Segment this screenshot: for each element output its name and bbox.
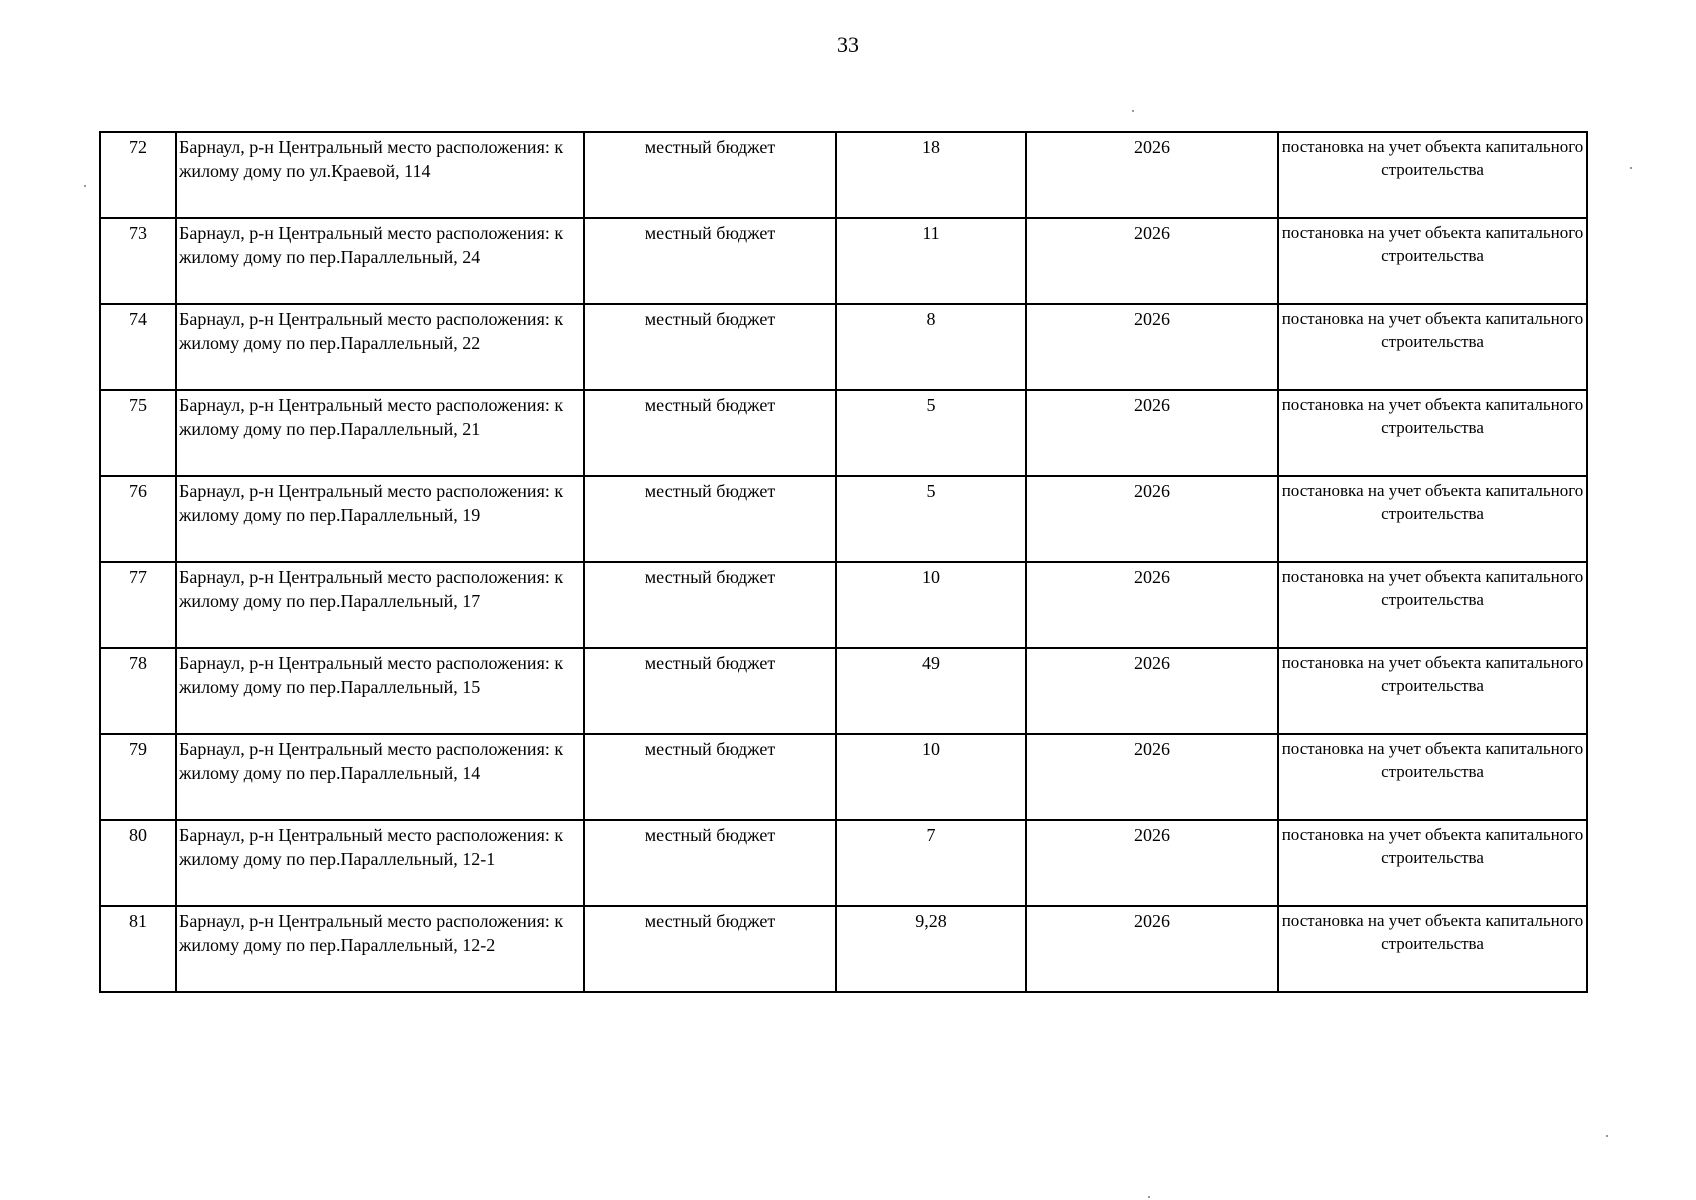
funding-source-cell: местный бюджет: [584, 906, 836, 992]
action-cell: постановка на учет объекта капитального строительства: [1278, 906, 1587, 992]
year-cell: 2026: [1026, 648, 1278, 734]
scan-speck: [84, 185, 86, 187]
scan-speck: [1630, 167, 1632, 169]
table-row: [100, 734, 1587, 820]
row-number-cell: 78: [100, 648, 176, 734]
address-cell: Барнаул, р-н Центральный место расположения: к жилому дому по пер.Параллельный, 17: [176, 562, 584, 648]
address-cell: Барнаул, р-н Центральный место расположения: к жилому дому по ул.Краевой, 114: [176, 132, 584, 218]
volume-cell: 11: [836, 218, 1026, 304]
row-number-cell: 79: [100, 734, 176, 820]
row-number-cell: 72: [100, 132, 176, 218]
funding-source-cell: местный бюджет: [584, 734, 836, 820]
action-cell: постановка на учет объекта капитального строительства: [1278, 734, 1587, 820]
address-cell: Барнаул, р-н Центральный место расположения: к жилому дому по пер.Параллельный, 14: [176, 734, 584, 820]
table-row: [100, 218, 1587, 304]
year-cell: 2026: [1026, 304, 1278, 390]
table-row: [100, 476, 1587, 562]
funding-source-cell: местный бюджет: [584, 132, 836, 218]
year-cell: 2026: [1026, 390, 1278, 476]
funding-source-cell: местный бюджет: [584, 648, 836, 734]
volume-cell: 10: [836, 562, 1026, 648]
funding-source-cell: местный бюджет: [584, 476, 836, 562]
table-row: [100, 562, 1587, 648]
year-cell: 2026: [1026, 562, 1278, 648]
registry-table: [99, 131, 1588, 993]
action-cell: постановка на учет объекта капитального строительства: [1278, 648, 1587, 734]
row-number-cell: 80: [100, 820, 176, 906]
year-cell: 2026: [1026, 476, 1278, 562]
address-cell: Барнаул, р-н Центральный место расположения: к жилому дому по пер.Параллельный, 19: [176, 476, 584, 562]
year-cell: 2026: [1026, 906, 1278, 992]
volume-cell: 49: [836, 648, 1026, 734]
scan-speck: [1148, 1196, 1150, 1198]
action-cell: постановка на учет объекта капитального строительства: [1278, 820, 1587, 906]
registry-table-body: [100, 132, 1587, 992]
action-cell: постановка на учет объекта капитального строительства: [1278, 476, 1587, 562]
volume-cell: 10: [836, 734, 1026, 820]
year-cell: 2026: [1026, 132, 1278, 218]
table-row: [100, 132, 1587, 218]
action-cell: постановка на учет объекта капитального строительства: [1278, 218, 1587, 304]
address-cell: Барнаул, р-н Центральный место расположения: к жилому дому по пер.Параллельный, 12-2: [176, 906, 584, 992]
page-number: 33: [837, 32, 859, 57]
table-row: [100, 390, 1587, 476]
volume-cell: 7: [836, 820, 1026, 906]
scan-speck: [1606, 1135, 1608, 1137]
funding-source-cell: местный бюджет: [584, 390, 836, 476]
address-cell: Барнаул, р-н Центральный место расположения: к жилому дому по пер.Параллельный, 22: [176, 304, 584, 390]
action-cell: постановка на учет объекта капитального строительства: [1278, 390, 1587, 476]
volume-cell: 8: [836, 304, 1026, 390]
volume-cell: 18: [836, 132, 1026, 218]
row-number-cell: 81: [100, 906, 176, 992]
table-row: [100, 820, 1587, 906]
volume-cell: 9,28: [836, 906, 1026, 992]
row-number-cell: 76: [100, 476, 176, 562]
address-cell: Барнаул, р-н Центральный место расположения: к жилому дому по пер.Параллельный, 21: [176, 390, 584, 476]
volume-cell: 5: [836, 390, 1026, 476]
scan-speck: [1132, 110, 1134, 112]
volume-cell: 5: [836, 476, 1026, 562]
funding-source-cell: местный бюджет: [584, 820, 836, 906]
address-cell: Барнаул, р-н Центральный место расположения: к жилому дому по пер.Параллельный, 15: [176, 648, 584, 734]
address-cell: Барнаул, р-н Центральный место расположения: к жилому дому по пер.Параллельный, 24: [176, 218, 584, 304]
action-cell: постановка на учет объекта капитального строительства: [1278, 562, 1587, 648]
table-row: [100, 304, 1587, 390]
table-row: [100, 906, 1587, 992]
row-number-cell: 73: [100, 218, 176, 304]
row-number-cell: 77: [100, 562, 176, 648]
funding-source-cell: местный бюджет: [584, 304, 836, 390]
address-cell: Барнаул, р-н Центральный место расположения: к жилому дому по пер.Параллельный, 12-1: [176, 820, 584, 906]
table-row: [100, 648, 1587, 734]
action-cell: постановка на учет объекта капитального строительства: [1278, 132, 1587, 218]
funding-source-cell: местный бюджет: [584, 562, 836, 648]
year-cell: 2026: [1026, 734, 1278, 820]
year-cell: 2026: [1026, 218, 1278, 304]
funding-source-cell: местный бюджет: [584, 218, 836, 304]
row-number-cell: 74: [100, 304, 176, 390]
row-number-cell: 75: [100, 390, 176, 476]
action-cell: постановка на учет объекта капитального строительства: [1278, 304, 1587, 390]
year-cell: 2026: [1026, 820, 1278, 906]
